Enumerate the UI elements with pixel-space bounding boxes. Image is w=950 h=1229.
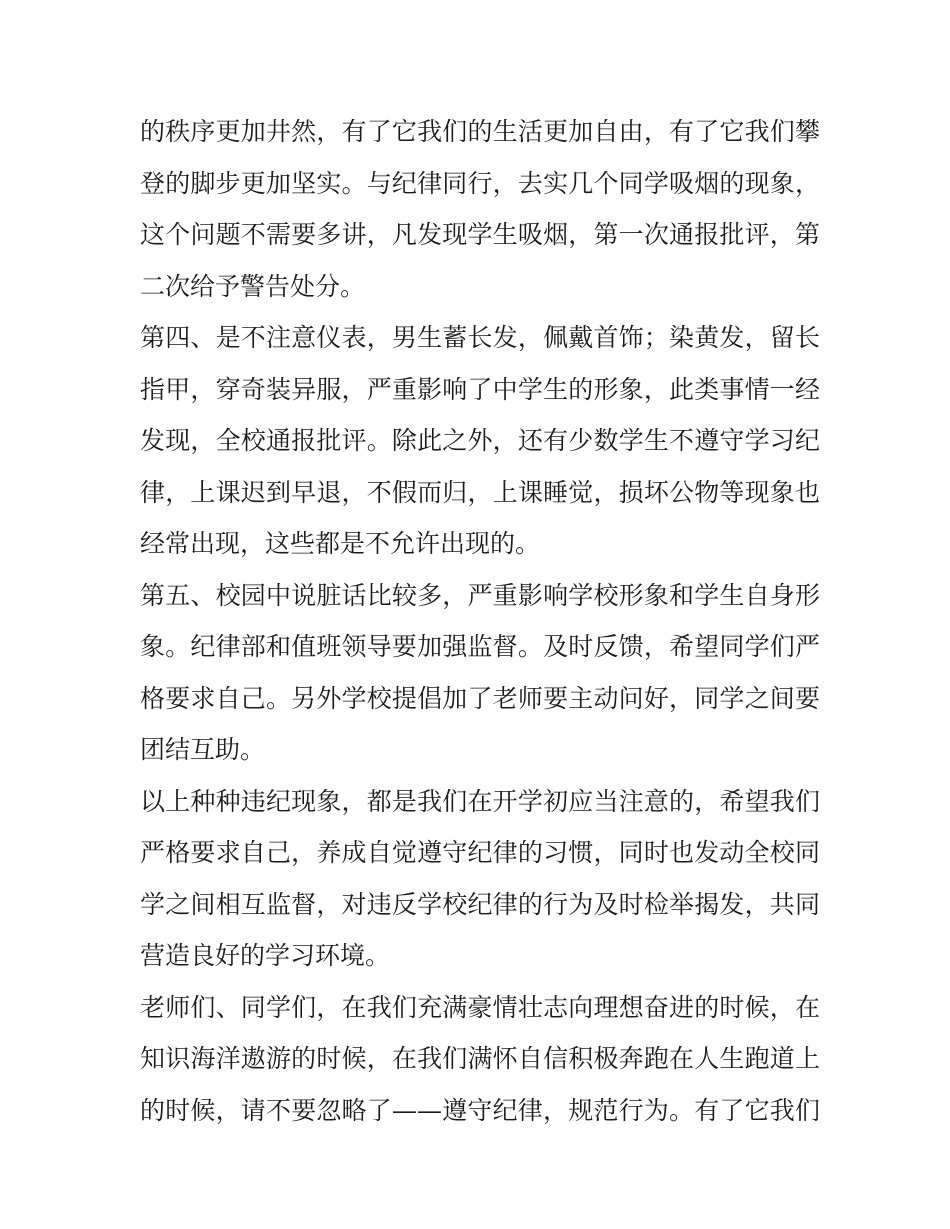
text-line: 律，上课迟到早退，不假而归，上课睡觉，损坏公物等现象也 <box>140 477 820 507</box>
text-line: 营造良好的学习环境。 <box>140 941 391 970</box>
text-line: 严格要求自己，养成自觉遵守纪律的习惯，同时也发动全校同 <box>140 838 820 867</box>
text-line: 指甲，穿奇装异服，严重影响了中学生的形象，此类事情一经 <box>140 374 820 404</box>
text-line: 二次给予警告处分。 <box>140 271 366 301</box>
text-line: 的秩序更加井然，有了它我们的生活更加自由，有了它我们攀 <box>140 117 820 146</box>
text-line: 团结互助。 <box>140 735 266 764</box>
text-line: 经常出现，这些都是不允许出现的。 <box>140 529 541 558</box>
text-line: 发现，全校通报批评。除此之外，还有少数学生不遵守学习纪 <box>140 426 820 455</box>
text-line: 知识海洋遨游的时候，在我们满怀自信积极奔跑在人生跑道上 <box>140 1044 820 1073</box>
text-line: 这个问题不需要多讲，凡发现学生吸烟，第一次通报批评，第 <box>140 220 820 249</box>
text-line: 象。纪律部和值班领导要加强监督。及时反馈，希望同学们严 <box>140 632 820 661</box>
text-line: 第四、是不注意仪表，男生蓄长发，佩戴首饰；染黄发，留长 <box>140 323 820 352</box>
document-body <box>140 106 820 1136</box>
text-line: 格要求自己。另外学校提倡加了老师要主动问好，同学之间要 <box>140 683 820 713</box>
text-line: 登的脚步更加坚实。与纪律同行，去实几个同学吸烟的现象， <box>140 168 820 198</box>
text-line: 以上种种违纪现象，都是我们在开学初应当注意的，希望我们 <box>140 786 820 816</box>
text-line: 学之间相互监督，对违反学校纪律的行为及时检举揭发，共同 <box>140 889 820 919</box>
text-line: 第五、校园中说脏话比较多，严重影响学校形象和学生自身形 <box>140 580 820 610</box>
text-line: 的时候，请不要忽略了——遵守纪律，规范行为。有了它我们 <box>140 1095 820 1125</box>
text-line: 老师们、同学们，在我们充满豪情壮志向理想奋进的时候，在 <box>140 992 820 1022</box>
